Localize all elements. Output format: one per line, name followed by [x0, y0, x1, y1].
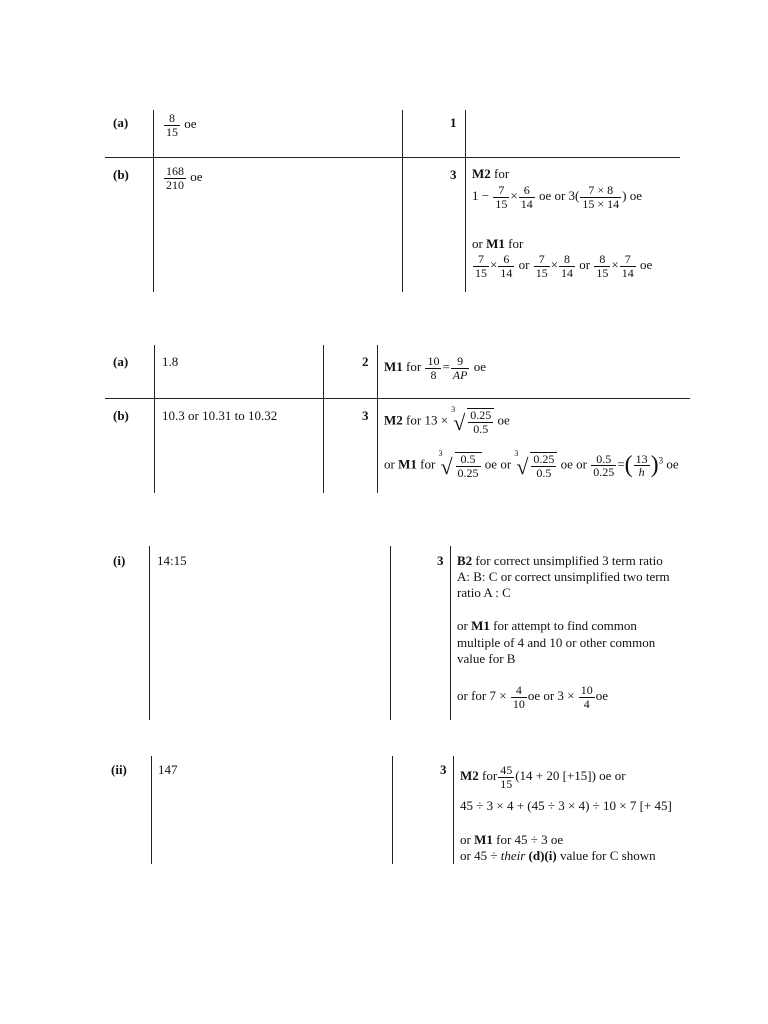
guidance-line: or for 7 × $\frac{4}{10}$ oe or 3 × $\frac{10}{4}$ oe [457, 683, 609, 711]
answer-cell [163, 112, 197, 138]
guidance-line: 45 ÷ 3 × 4 + (45 ÷ 3 × 4) ÷ 10 × 7 [+ 45] [460, 798, 672, 813]
fraction: $\frac{13}{h}$ [635, 451, 648, 480]
table-4-divider-guidance [453, 756, 454, 864]
guidance-line: M2 for 13 × 3 √ $\frac{0.25}{0.5}$ oe [384, 405, 510, 436]
cube-root: 3 √ $\frac{0.5}{0.25}$ [439, 452, 482, 479]
guidance-line: multiple of 4 and 10 or other common [457, 635, 656, 650]
fraction: $\frac{0.5}{0.25}$ [457, 452, 479, 480]
answer-fraction: $\frac{8}{15}$ [166, 111, 178, 139]
fraction: $\frac{4}{10}$ [512, 683, 525, 711]
fraction: $\frac{7}{15}$ [535, 252, 548, 280]
answer-suffix: oe [184, 116, 197, 132]
cube-root: 3 √ $\frac{0.25}{0.5}$ [514, 452, 557, 479]
answer-cell: 147 [158, 762, 178, 777]
fraction: $\frac{45}{15}$ [500, 763, 513, 791]
part-label: (b) [113, 408, 129, 423]
guidance-line: or M1 for attempt to find common [457, 618, 637, 633]
table-2-divider-marks [323, 345, 324, 493]
answer-cell: 1.8 [162, 354, 179, 369]
guidance-line: or M1 for [472, 236, 524, 251]
marks-cell: 2 [362, 354, 369, 369]
table-1-divider-answer [153, 110, 154, 292]
table-1-divider-guidance [465, 110, 466, 292]
fraction: $\frac{10}{4}$ [580, 683, 593, 711]
marks-cell: 3 [437, 553, 444, 568]
table-3-divider-guidance [450, 546, 451, 720]
guidance-line: or 45 ÷ their (d)(i) value for C shown [460, 848, 656, 863]
fraction: $\frac{9}{AP}$ [452, 354, 468, 382]
guidance-line: A: B: C or correct unsimplified two term [457, 569, 670, 584]
table-3-divider-marks [390, 546, 391, 720]
fraction: $\frac{0.5}{0.25}$ [593, 451, 615, 480]
table-4-divider-answer [151, 756, 152, 864]
part-label: (ii) [111, 762, 127, 777]
guidance-line: value for B [457, 651, 516, 666]
marks-cell: 3 [362, 408, 369, 423]
fraction: $\frac{0.25}{0.5}$ [470, 408, 492, 436]
guidance-line: M1 for $\frac{10}{8}$ = $\frac{9}{AP}$ oe [384, 354, 486, 382]
fraction: $\frac{10}{8}$ [427, 354, 440, 382]
guidance-line: 1 − $\frac{7}{15}$ × $\frac{6}{14}$ oe or 3( $\frac{7 \times 8}{15 \times 14}$ ) oe [472, 183, 643, 211]
guidance-line: or M1 for 3 √ $\frac{0.5}{0.25}$ oe or 3 √ $\frac{0.25}{0.5}$ oe or $\frac{0.5}{0.25}$ =( $\frac{13}{h}$ )$^3$ oe [384, 449, 679, 480]
guidance-line: M2 for [472, 166, 510, 181]
answer-fraction: $\frac{168}{210}$ [166, 164, 184, 192]
table-1-row-separator [105, 157, 680, 158]
fraction: $\frac{7}{15}$ [475, 252, 487, 280]
table-4-divider-marks [392, 756, 393, 864]
cube-root: 3 √ $\frac{0.25}{0.5}$ [451, 408, 494, 435]
part-label: (a) [113, 115, 129, 130]
guidance-line: ratio A : C [457, 585, 511, 600]
marks-cell: 1 [450, 115, 457, 130]
marks-cell: 3 [450, 167, 457, 182]
marks-cell: 3 [440, 762, 447, 777]
fraction: $\frac{7}{15}$ [495, 183, 508, 211]
part-label: (b) [113, 167, 129, 182]
fraction: $\frac{6}{14}$ [520, 183, 533, 211]
part-label: (a) [113, 354, 129, 369]
guidance-line: M2 for $\frac{45}{15}$ (14 + 20 [+15]) oe or [460, 763, 626, 791]
table-3-divider-answer [149, 546, 150, 720]
table-2-divider-guidance [377, 345, 378, 493]
table-2-divider-answer [154, 345, 155, 493]
fraction: $\frac{7}{14}$ [621, 252, 634, 280]
fraction: $\frac{6}{14}$ [500, 252, 513, 280]
answer-cell [163, 165, 203, 191]
guidance-line: $\frac{7}{15}$ × $\frac{6}{14}$ or $\frac{7}{15}$ × $\frac{8}{14}$ or $\frac{8}{15}$ × $\frac{7}{14}$ oe [475, 252, 653, 280]
table-1-divider-marks [402, 110, 403, 292]
fraction: $\frac{7 \times 8}{15 \times 14}$ [582, 183, 620, 211]
fraction: $\frac{8}{14}$ [561, 252, 574, 280]
table-2-row-separator [105, 398, 690, 399]
guidance-line: or M1 for 45 ÷ 3 oe [460, 832, 564, 847]
part-label: (i) [113, 553, 126, 568]
answer-cell: 10.3 or 10.31 to 10.32 [162, 408, 278, 423]
fraction: $\frac{8}{15}$ [596, 252, 609, 280]
answer-suffix: oe [190, 169, 203, 185]
guidance-line: B2 for correct unsimplified 3 term ratio [457, 553, 663, 568]
fraction: $\frac{0.25}{0.5}$ [533, 452, 555, 480]
answer-cell: 14:15 [157, 553, 187, 568]
exponent: 3 [658, 455, 664, 466]
